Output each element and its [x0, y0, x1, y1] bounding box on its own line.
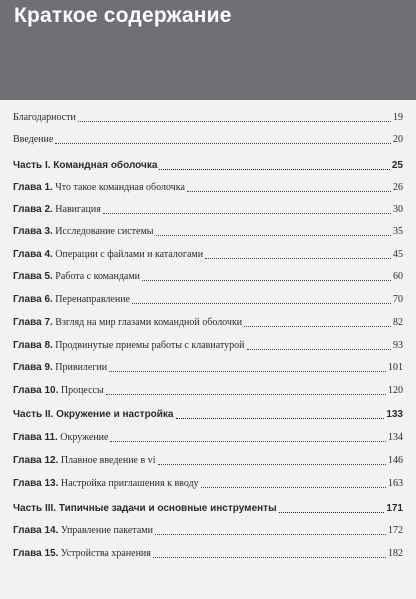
toc-chapter-entry [13, 178, 403, 194]
toc-entry-label: Часть III. Типичные задачи и основные инструменты [13, 503, 277, 514]
toc-chapter-entry [13, 267, 403, 283]
chapter-number: Глава 13. [13, 478, 59, 489]
toc-part-entry [13, 499, 403, 515]
chapter-number: Глава 11. [13, 432, 58, 443]
toc-part-entry [13, 156, 403, 172]
chapter-number: Глава 3. [13, 226, 53, 237]
toc-entry-label: Глава 9. Привилегии [13, 362, 108, 373]
toc-chapter-entry [13, 313, 403, 329]
dot-leader [103, 212, 391, 214]
toc-chapter-entry [13, 544, 403, 560]
toc-entry-label: Глава 5. Работа с командами [13, 271, 141, 282]
toc-entry-label: Глава 8. Продвинутые приемы работы с клавиатурой [13, 340, 245, 351]
toc-front-entry [13, 108, 403, 124]
dot-leader [201, 486, 386, 488]
chapter-number: Глава 10. [13, 385, 59, 396]
toc-front-entry [13, 130, 403, 146]
dot-leader [156, 234, 391, 236]
toc-page-number: 101 [388, 362, 403, 373]
toc-page-number: 133 [386, 409, 403, 420]
toc-page-number: 26 [393, 182, 403, 193]
dot-leader [176, 417, 385, 419]
chapter-number: Глава 5. [13, 271, 53, 282]
toc-page-number: 163 [388, 478, 403, 489]
toc-chapter-entry [13, 474, 403, 490]
toc-entry-label: Глава 10. Процессы [13, 385, 104, 396]
dot-leader [106, 393, 386, 395]
toc-chapter-entry [13, 290, 403, 306]
chapter-number: Глава 15. [13, 548, 59, 559]
toc-chapter-entry [13, 451, 403, 467]
chapter-number: Глава 8. [13, 340, 53, 351]
toc-entry-label: Глава 3. Исследование системы [13, 226, 154, 237]
dot-leader [159, 168, 389, 170]
header-band [0, 0, 416, 100]
toc-page-number: 60 [393, 271, 403, 282]
toc-page-number: 120 [388, 385, 403, 396]
toc-entry-label: Глава 11. Окружение [13, 432, 109, 443]
toc-chapter-entry [13, 245, 403, 261]
chapter-number: Глава 7. [13, 317, 53, 328]
toc-page-number: 172 [388, 525, 403, 536]
chapter-number: Глава 4. [13, 249, 53, 260]
toc-page-number: 182 [388, 548, 403, 559]
toc-page-number: 134 [388, 432, 403, 443]
dot-leader [55, 142, 391, 144]
dot-leader [109, 370, 386, 372]
toc-page-number: 45 [393, 249, 403, 260]
dot-leader [78, 120, 391, 122]
toc-entry-label: Глава 7. Взгляд на мир глазами командной оболочки [13, 317, 243, 328]
toc-page-number: 20 [393, 134, 403, 145]
toc-entry-label: Часть I. Командная оболочка [13, 160, 158, 171]
toc-chapter-entry [13, 358, 403, 374]
toc-entry-label: Глава 6. Перенаправление [13, 294, 130, 305]
toc-entry-label: Глава 2. Навигация [13, 204, 101, 215]
dot-leader [158, 463, 387, 465]
toc-page-number: 93 [393, 340, 403, 351]
toc-entry-label: Благодарности [13, 112, 76, 123]
dot-leader [205, 257, 391, 259]
dot-leader [187, 190, 391, 192]
toc-page-number: 35 [393, 226, 403, 237]
dot-leader [279, 511, 385, 513]
toc-entry-label: Глава 14. Управление пакетами [13, 525, 153, 536]
toc-entry-label: Часть II. Окружение и настройка [13, 409, 174, 420]
dot-leader [153, 556, 386, 558]
dot-leader [110, 440, 386, 442]
toc-chapter-entry [13, 222, 403, 238]
toc-part-entry [13, 405, 403, 421]
chapter-number: Глава 1. [13, 182, 53, 193]
toc-page-number: 25 [391, 160, 403, 171]
toc-page-number: 171 [386, 503, 403, 514]
chapter-number: Глава 6. [13, 294, 53, 305]
toc-entry-label: Глава 13. Настройка приглашения к вводу [13, 478, 199, 489]
page-title: Краткое содержание [14, 4, 232, 27]
dot-leader [244, 325, 391, 327]
chapter-number: Глава 12. [13, 455, 59, 466]
dot-leader [247, 348, 392, 350]
dot-leader [132, 302, 391, 304]
toc-page-number: 30 [393, 204, 403, 215]
toc-chapter-entry [13, 336, 403, 352]
toc-chapter-entry [13, 200, 403, 216]
toc-entry-label: Глава 1. Что такое командная оболочка [13, 182, 185, 193]
toc-entry-label: Глава 15. Устройства хранения [13, 548, 151, 559]
chapter-number: Глава 14. [13, 525, 59, 536]
toc-page-number: 82 [393, 317, 403, 328]
chapter-number: Глава 2. [13, 204, 53, 215]
dot-leader [142, 279, 391, 281]
toc-entry-label: Глава 12. Плавное введение в vi [13, 455, 156, 466]
toc-chapter-entry [13, 428, 403, 444]
toc-page-number: 19 [393, 112, 403, 123]
chapter-number: Глава 9. [13, 362, 53, 373]
toc-chapter-entry [13, 381, 403, 397]
toc-page-number: 146 [388, 455, 403, 466]
toc-chapter-entry [13, 521, 403, 537]
dot-leader [155, 533, 386, 535]
toc-entry-label: Введение [13, 134, 54, 145]
toc-page-number: 70 [393, 294, 403, 305]
toc-entry-label: Глава 4. Операции с файлами и каталогами [13, 249, 204, 260]
